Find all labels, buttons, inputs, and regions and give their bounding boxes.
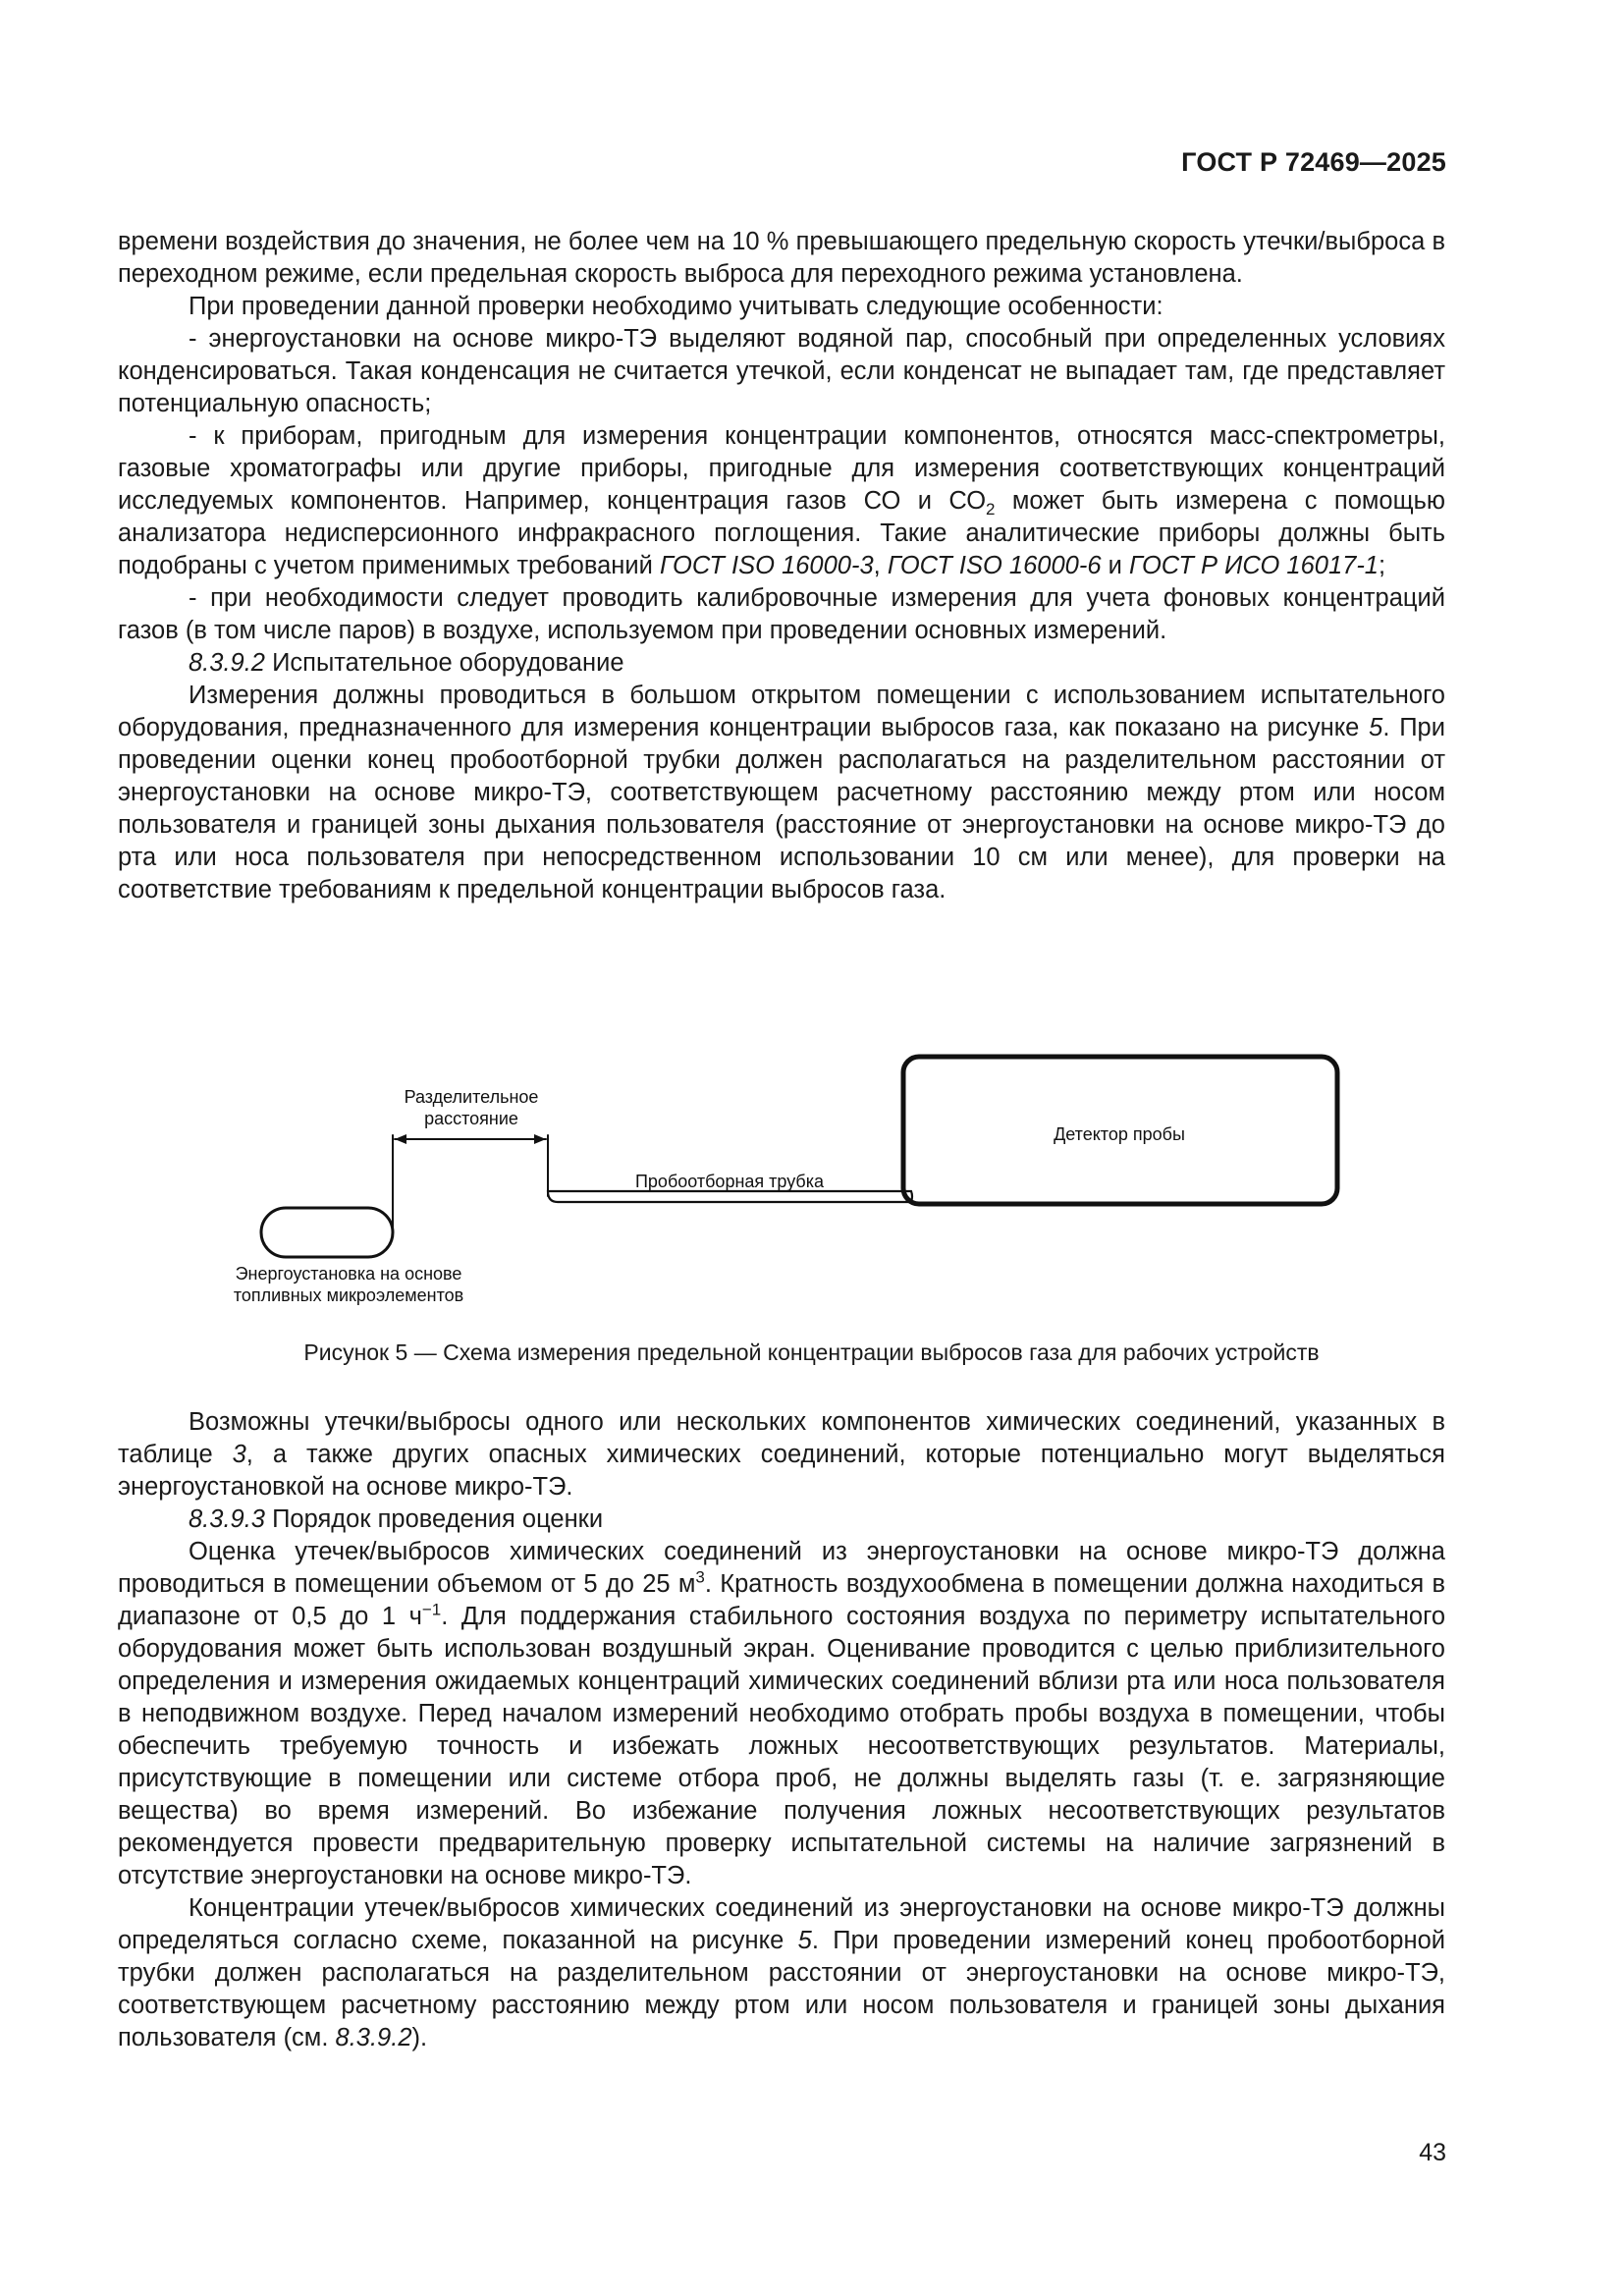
table-reference: 3 [232, 1441, 246, 1468]
section-number: 8.3.9.2 [189, 649, 265, 677]
list-item: - к приборам, пригодным для измерения концентрации компонентов, относятся масс-спектрометры, газовые хроматографы или другие приборы, пригодные для измерения соответствующих концентраций исследуемых компонентов. Например, концентрация газов СО и $СО_2$ может быть измерена с помощью анализатора недисперсионного инфракрасного поглощения. Такие аналитические приборы должны быть подобраны с учетом применимых требований ГОСТ ISO 16000-3, ГОСТ ISO 16000-6 и ГОСТ Р ИСО 16017-1; [118, 422, 1445, 579]
section-heading: 8.3.9.3 Порядок проведения оценки [189, 1505, 604, 1533]
energy-unit-shape [261, 1208, 393, 1257]
paragraph: Возможны утечки/выбросы одного или нескольких компонентов химических соединений, указанных в таблице 3, а также других опасных химических соединений, которые потенциально могут выделяться энергоустановкой на основе микро-ТЭ. [118, 1408, 1445, 1501]
energy-unit-label: Энергоустановка на основе топливных микроэлементов [233, 1264, 464, 1305]
paragraph: времени воздействия до значения, не более чем на 10 % превышающего предельную скорость утечки/выброса в переходном режиме, если предельная скорость выброса для переходного режима установлена. [118, 228, 1445, 288]
standard-reference: ГОСТ ISO 16000-6 [887, 552, 1102, 579]
figure-caption: Рисунок 5 — Схема измерения предельной концентрации выбросов газа для рабочих устройств [303, 1339, 1320, 1365]
detector-label: Детектор пробы [1054, 1124, 1185, 1144]
text-block-bottom [118, 1406, 1445, 2054]
figure-reference: 5 [797, 1927, 812, 1954]
text-block-top [118, 226, 1445, 906]
figure-5-diagram [196, 1029, 1355, 1324]
section-heading: 8.3.9.2 Испытательное оборудование [189, 649, 624, 677]
separation-distance-label: Разделительное расстояние [404, 1087, 539, 1128]
section-reference: 8.3.9.2 [335, 2024, 412, 2051]
sampling-tube-shape [548, 1191, 912, 1202]
sampling-tube-label: Пробоотборная трубка [634, 1172, 824, 1191]
page-number: 43 [1419, 2139, 1446, 2166]
list-item: - энергоустановки на основе микро-ТЭ выделяют водяной пар, способный при определенных условиях конденсироваться. Такая конденсация не считается утечкой, если конденсат не выпадает там, где представляет потенциальную опасность; [118, 325, 1445, 417]
figure-reference: 5 [1369, 714, 1383, 741]
paragraph: Измерения должны проводиться в большом открытом помещении с использованием испытательного оборудования, предназначенного для измерения концентрации выбросов газа, как показано на рисунке 5. При проведении оценки конец пробоотборной трубки должен располагаться на разделительном расстоянии от энергоустановки на основе микро-ТЭ, соответствующем расчетному расстоянию между ртом или носом пользователя и границей зоны дыхания пользователя (расстояние от энергоустановки на основе микро-ТЭ до рта или носа пользователя при непосредственном использовании 10 см или менее), для проверки на соответствие требованиям к предельной концентрации выбросов газа. [118, 682, 1445, 903]
paragraph: При проведении данной проверки необходимо учитывать следующие особенности: [189, 293, 1163, 320]
arrowhead-left [395, 1134, 406, 1144]
list-item: - при необходимости следует проводить калибровочные измерения для учета фоновых концентраций газов (в том числе паров) в воздухе, используемом при проведении основных измерений. [118, 584, 1445, 644]
standard-reference: ГОСТ Р ИСО 16017-1 [1128, 552, 1379, 579]
section-number: 8.3.9.3 [189, 1505, 265, 1533]
arrowhead-right [534, 1134, 546, 1144]
standard-reference: ГОСТ ISO 16000-3 [659, 552, 874, 579]
document-code: ГОСТ Р 72469—2025 [1181, 147, 1446, 177]
paragraph: Концентрации утечек/выбросов химических соединений из энергоустановки на основе микро-ТЭ должны определяться согласно схеме, показанной на рисунке 5. При проведении измерений конец пробоотборной трубки должен располагаться на разделительном расстоянии от энергоустановки на основе микро-ТЭ, соответствующем расчетному расстоянию между ртом или носом пользователя и границей зоны дыхания пользователя (см. 8.3.9.2). [118, 1894, 1445, 2051]
paragraph: Оценка утечек/выбросов химических соединений из энергоустановки на основе микро-ТЭ должна проводиться в помещении объемом от 5 до 25 $м^3$. Кратность воздухообмена в помещении должна находиться в диапазоне от 0,5 до 1 $ч^{-1}$. Для поддержания стабильного состояния воздуха по периметру испытательного оборудования может быть использован воздушный экран. Оценивание проводится с целью приблизительного определения и измерения ожидаемых концентраций химических соединений вблизи рта или носа пользователя в неподвижном воздухе. Перед началом измерений необходимо отобрать пробы воздуха в помещении, чтобы обеспечить требуемую точность и избежать ложных несоответствующих результатов. Материалы, присутствующие в помещении или системе отбора проб, не должны выделять газы (т. е. загрязняющие вещества) во время измерений. Во избежание получения ложных несоответствующих результатов рекомендуется провести предварительную проверку испытательной системы на наличие загрязнений в отсутствие энергоустановки на основе микро-ТЭ. [118, 1538, 1445, 1889]
